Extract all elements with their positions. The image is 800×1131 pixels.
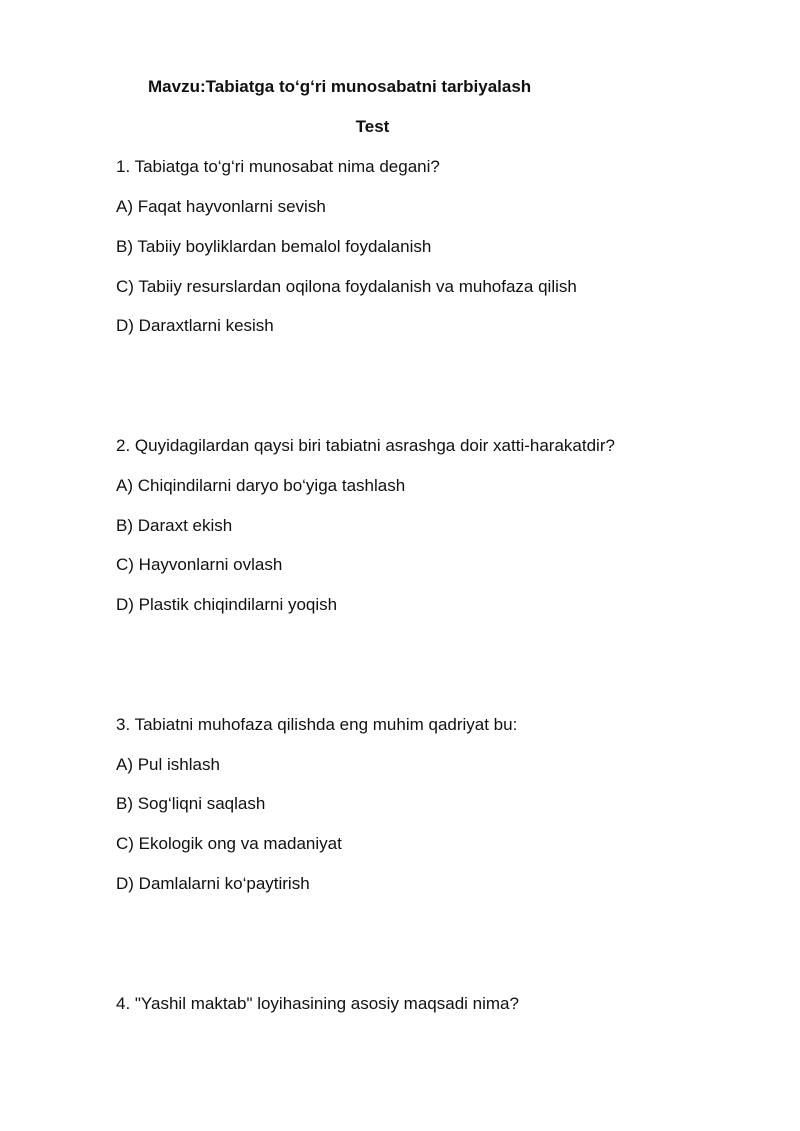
question-4-text: 4. "Yashil maktab" loyihasining asosiy maqsadi nima? xyxy=(116,994,519,1013)
document-title: Mavzu:Tabiatga to‘g‘ri munosabatni tarbiyalash xyxy=(148,77,532,96)
question-3-text: 3. Tabiatni muhofaza qilishda eng muhim qadriyat bu: xyxy=(116,715,518,734)
question-2-option-a: A) Chiqindilarni daryo bo‘yiga tashlash xyxy=(116,476,406,495)
question-3-option-d: D) Damlalarni ko‘paytirish xyxy=(116,874,310,893)
question-3-option-a: A) Pul ishlash xyxy=(116,755,220,774)
question-1-option-a: A) Faqat hayvonlarni sevish xyxy=(116,197,326,216)
question-2-option-c: C) Hayvonlarni ovlash xyxy=(116,555,283,574)
question-2-text: 2. Quyidagilardan qaysi biri tabiatni asrashga doir xatti-harakatdir? xyxy=(116,436,615,455)
question-1-option-b: B) Tabiiy boyliklardan bemalol foydalanish xyxy=(116,237,432,256)
question-1-text: 1. Tabiatga to‘g‘ri munosabat nima degani? xyxy=(116,157,440,176)
question-3-option-b: B) Sog‘liqni saqlash xyxy=(116,794,266,813)
question-2-option-d: D) Plastik chiqindilarni yoqish xyxy=(116,595,338,614)
question-1-option-c: C) Tabiiy resurslardan oqilona foydalanish va muhofaza qilish xyxy=(116,277,577,296)
question-2-option-b: B) Daraxt ekish xyxy=(116,516,233,535)
question-3-option-c: C) Ekologik ong va madaniyat xyxy=(116,834,342,853)
document-subtitle: Test xyxy=(355,117,390,136)
question-1-option-d: D) Daraxtlarni kesish xyxy=(116,316,274,335)
